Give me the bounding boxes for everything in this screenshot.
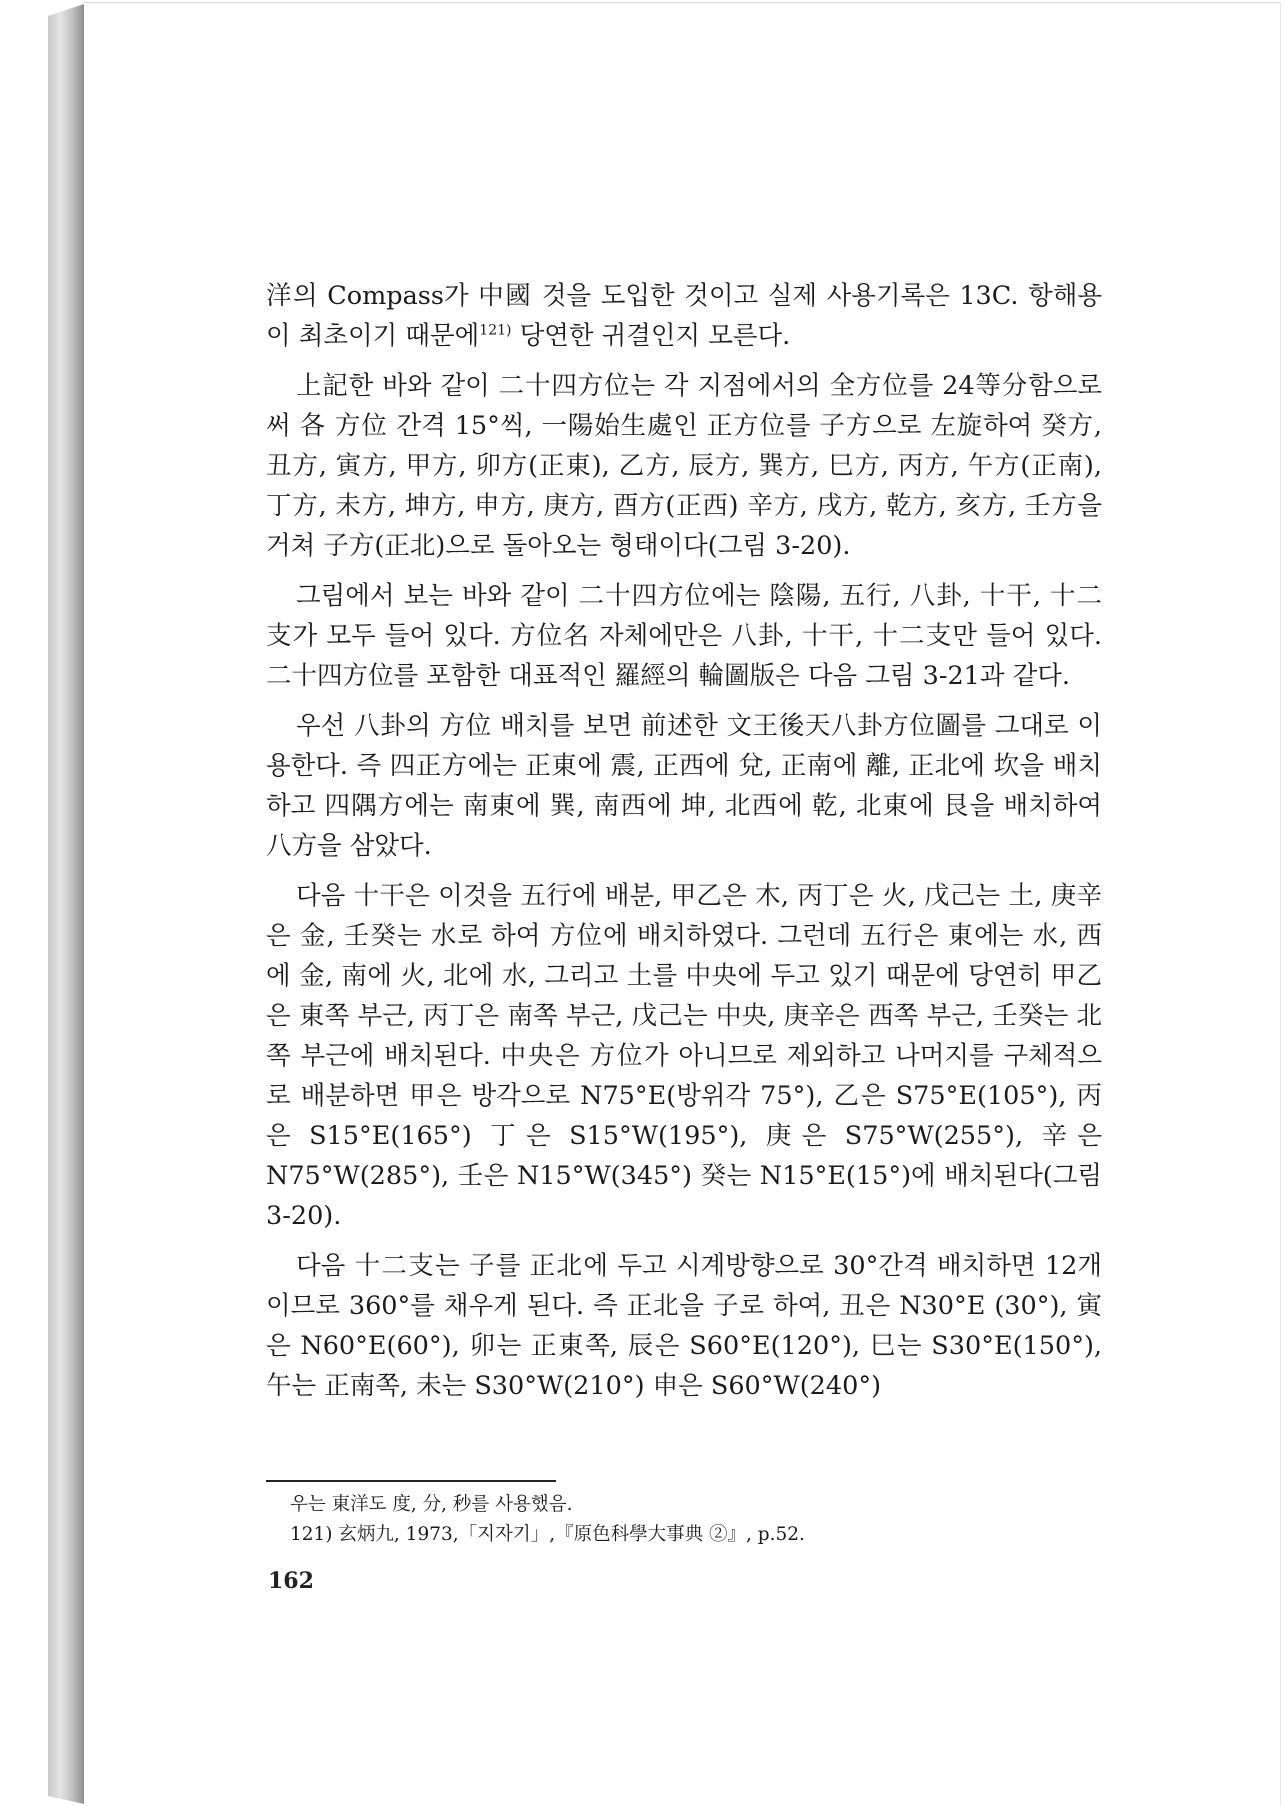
footnote-divider <box>266 1480 556 1482</box>
footnotes <box>290 1490 1090 1550</box>
page-number: 162 <box>268 1568 314 1594</box>
paragraph-1-tail: 당연한 귀결인지 모른다. <box>511 321 791 351</box>
footnote-121: 121) 玄炳九, 1973,「지자기」,『原色科學大事典 ②』, p.52. <box>290 1524 805 1545</box>
footnote-ref-121: 121) <box>479 322 512 339</box>
paragraph-6: 다음 十二支는 子를 正北에 두고 시계방향으로 30°간격 배치하면 12개이므로 360°를 채우게 된다. 즉 正北을 子로 하여, 丑은 N30°E (30°), 寅은 N60°E(60°), 卯는 正東쪽, 辰은 S60°E(120°), 巳는 S30°E(150°), 午는 正南쪽, 未는 S30°W(210°) 申은 S60°W(240°) <box>266 1251 1102 1401</box>
paragraph-2: 上記한 바와 같이 二十四方位는 각 지점에서의 全方位를 24等分함으로써 各 方位 간격 15°씩, 一陽始生處인 正方位를 子方으로 左旋하여 癸方, 丑方, 寅方, 甲方, 卯方(正東), 乙方, 辰方, 巽方, 巳方, 丙方, 午方(正南), 丁方, 未方, 坤方, 申方, 庚方, 酉方(正西) 辛方, 戌方, 乾方, 亥方, 壬方을 거쳐 子方(正北)으로 돌아오는 형태이다(그림 3-20). <box>266 371 1102 561</box>
paragraph-5: 다음 十干은 이것을 五行에 배분, 甲乙은 木, 丙丁은 火, 戊己는 土, 庚辛은 金, 壬癸는 水로 하여 方位에 배치하였다. 그런데 五行은 東에는 水, 西에 金, 南에 火, 北에 水, 그리고 土를 中央에 두고 있기 때문에 당연히 甲乙은 東쪽 부근, 丙丁은 南쪽 부근, 戊己는 中央, 庚辛은 西쪽 부근, 壬癸는 北쪽 부근에 배치된다. 中央은 方位가 아니므로 제외하고 나머지를 구체적으로 배분하면 甲은 방각으로 N75°E(방위각 75°), 乙은 S75°E(105°), 丙은 S15°E(165°) 丁은 S15°W(195°), 庚은 S75°W(255°), 辛은 N75°W(285°), 壬은 N15°W(345°) 癸는 N15°E(15°)에 배치된다(그림 3-20). <box>266 881 1102 1231</box>
paragraph-1-text: 洋의 Compass가 中國 것을 도입한 것이고 실제 사용기록은 13C. 항해용이 최초이기 때문에 <box>266 281 1102 351</box>
paragraph-4: 우선 八卦의 方位 배치를 보면 前述한 文王後天八卦方位圖를 그대로 이용한다. 즉 四正方에는 正東에 震, 正西에 兌, 正南에 離, 正北에 坎을 배치하고 四隅方에는 南東에 巽, 南西에 坤, 北西에 乾, 北東에 艮을 배치하여 八方을 삼았다. <box>266 711 1102 861</box>
paragraph-3: 그림에서 보는 바와 같이 二十四方位에는 陰陽, 五行, 八卦, 十干, 十二支가 모두 들어 있다. 方位名 자체에만은 八卦, 十干, 十二支만 들어 있다. 二十四方位를 포함한 대표적인 羅經의 輪圖版은 다음 그림 3-21과 같다. <box>266 581 1102 691</box>
paragraph-1 <box>266 276 1102 356</box>
footnote-continued: 우는 東洋도 度, 分, 秒를 사용했음. <box>290 1494 573 1515</box>
book-spine-edge <box>48 4 84 1804</box>
body-text <box>266 276 1102 1416</box>
